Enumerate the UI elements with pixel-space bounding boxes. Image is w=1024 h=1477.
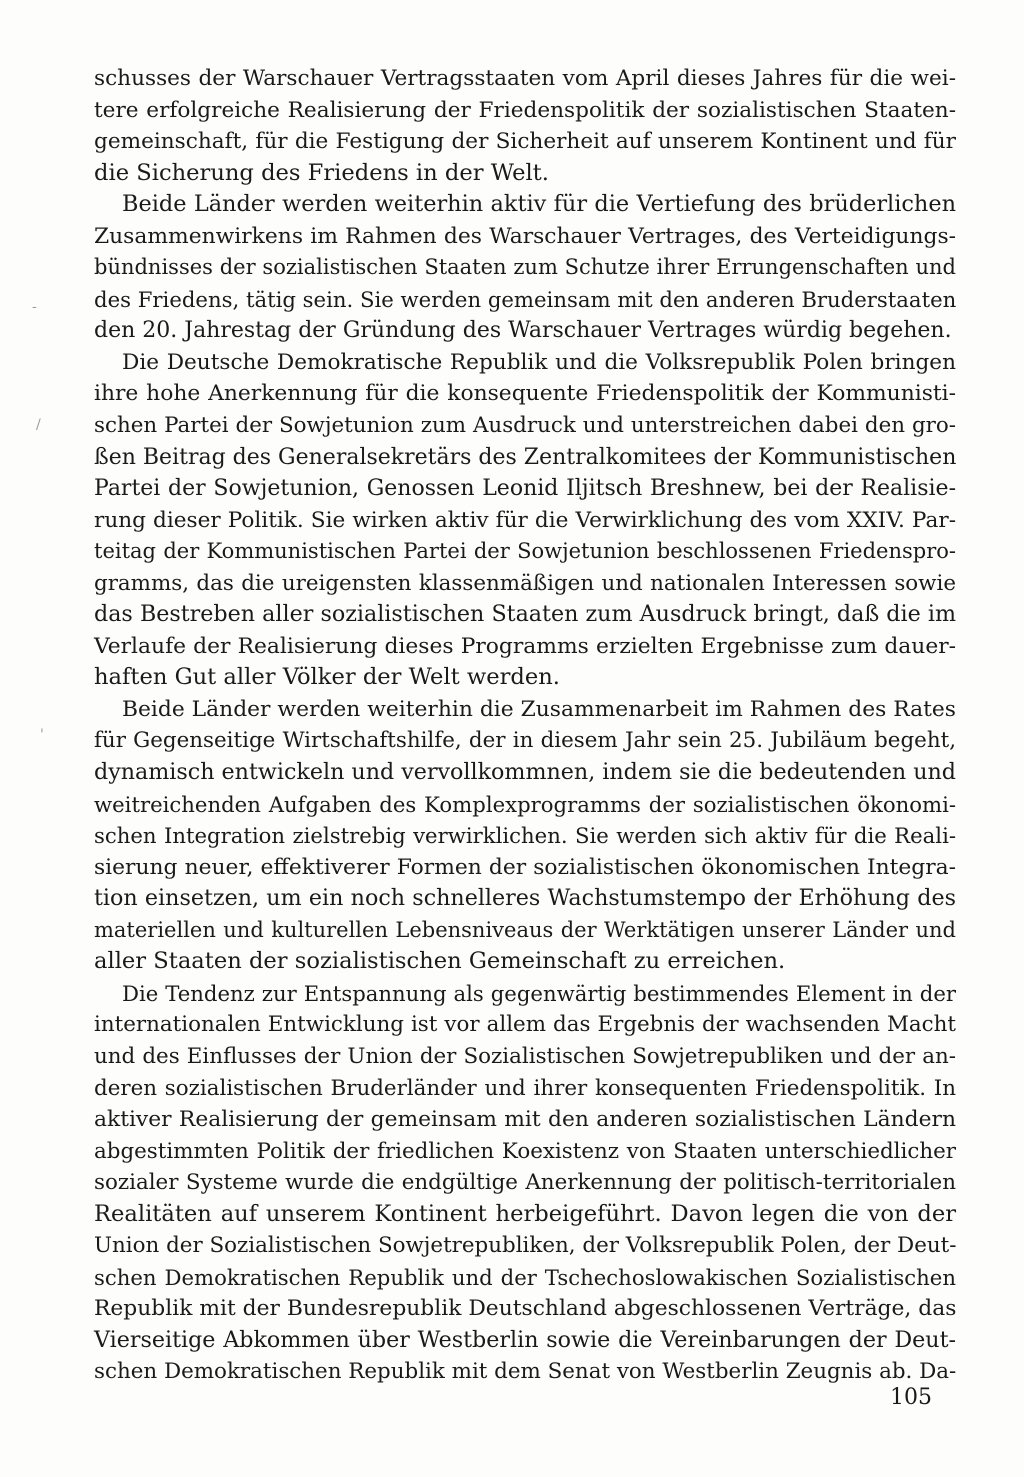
text-line: materiellen und kulturellen Lebensniveaus der Werktätigen unserer Länder und	[94, 917, 956, 942]
text-line: das Bestreben aller sozialistischen Staaten zum Ausdruck bringt, daß die im	[94, 601, 956, 628]
text-line: schusses der Warschauer Vertragsstaaten vom April dieses Jahres für die wei-	[94, 66, 956, 91]
text-line: ihre hohe Anerkennung für die konsequente Friedenspolitik der Kommunisti-	[94, 381, 956, 407]
margin-scan-mark: /	[36, 417, 41, 433]
text-line: Die Deutsche Demokratische Republik und die Volksrepublik Polen bringen	[122, 349, 956, 375]
text-line: tere erfolgreiche Realisierung der Friedenspolitik der sozialistischen Staaten-	[94, 97, 956, 123]
page-number: 105	[890, 1385, 932, 1410]
text-line: schen Demokratischen Republik mit dem Senat von Westberlin Zeugnis ab. Da-	[94, 1359, 957, 1385]
text-line: Republik mit der Bundesrepublik Deutschland abgeschlossenen Verträge, das	[94, 1296, 957, 1322]
text-line: Beide Länder werden weiterhin die Zusammenarbeit im Rahmen des Rates	[122, 696, 956, 722]
text-line: tion einsetzen, um ein noch schnelleres Wachstumstempo der Erhöhung des	[94, 885, 956, 912]
text-line: schen Partei der Sowjetunion zum Ausdruck und unterstreichen dabei den gro-	[94, 413, 956, 439]
text-line: und des Einflusses der Union der Sozialistischen Sowjetrepubliken und der an-	[94, 1043, 956, 1069]
text-line: Partei der Sowjetunion, Genossen Leonid Iljitsch Breshnew, bei der Realisie-	[94, 476, 956, 502]
text-line: teitag der Kommunistischen Partei der Sowjetunion beschlossenen Friedenspro-	[94, 539, 956, 564]
text-line: für Gegenseitige Wirtschaftshilfe, der in diesem Jahr sein 25. Jubiläum begeht,	[94, 728, 956, 754]
text-line: bündnisses der sozialistischen Staaten zum Schutze ihrer Errungenschaften und	[94, 255, 956, 280]
text-line: Verlaufe der Realisierung dieses Programms erzielten Ergebnisse zum dauer-	[94, 633, 956, 659]
text-line: gramms, das die ureigensten klassenmäßigen und nationalen Interessen sowie	[94, 570, 956, 596]
body-text	[94, 63, 956, 1388]
text-line: schen Integration zielstrebig verwirklichen. Sie werden sich aktiv für die Reali-	[94, 823, 956, 849]
text-line: aller Staaten der sozialistischen Gemeinschaft zu erreichen.	[94, 948, 786, 975]
text-line: deren sozialistischen Bruderländer und ihrer konsequenten Friedenspolitik. In	[94, 1075, 956, 1101]
text-line: Realitäten auf unserem Kontinent herbeigeführt. Davon legen die von der	[94, 1200, 956, 1227]
text-line: internationalen Entwicklung ist vor allem das Ergebnis der wachsenden Macht	[94, 1012, 956, 1038]
text-line: Beide Länder werden weiterhin aktiv für die Vertiefung des brüderlichen	[122, 191, 956, 218]
margin-scan-mark: '	[40, 727, 44, 743]
text-line: sozialer Systeme wurde die endgültige Anerkennung der politisch-territorialen	[94, 1170, 956, 1196]
text-line: sierung neuer, effektiverer Formen der sozialistischen ökonomischen Integra-	[94, 854, 956, 880]
text-line: Union der Sozialistischen Sowjetrepubliken, der Volksrepublik Polen, der Deut-	[94, 1233, 957, 1259]
text-line: gemeinschaft, für die Festigung der Sicherheit auf unserem Kontinent und für	[94, 129, 956, 155]
text-line: schen Demokratischen Republik und der Tschechoslowakischen Sozialistischen	[94, 1264, 956, 1290]
text-line: aktiver Realisierung der gemeinsam mit den anderen sozialistischen Ländern	[94, 1107, 956, 1133]
text-line: dynamisch entwickeln und vervollkommnen, indem sie die bedeutenden und	[94, 759, 957, 786]
text-line: Die Tendenz zur Entspannung als gegenwärtig bestimmendes Element in der	[122, 980, 956, 1006]
text-line: den 20. Jahrestag der Gründung des Warschauer Vertrages würdig begehen.	[94, 318, 952, 344]
text-line: Zusammenwirkens im Rahmen des Warschauer Vertrages, des Verteidigungs-	[94, 223, 956, 249]
text-line: haften Gut aller Völker der Welt werden.	[94, 664, 560, 691]
text-line: des Friedens, tätig sein. Sie werden gemeinsam mit den anderen Bruderstaaten	[94, 286, 957, 312]
text-line: Vierseitige Abkommen über Westberlin sowie die Vereinbarungen der Deut-	[94, 1326, 956, 1353]
margin-scan-mark: -	[32, 299, 37, 315]
text-line: die Sicherung des Friedens in der Welt.	[94, 159, 549, 186]
text-line: abgestimmten Politik der friedlichen Koexistenz von Staaten unterschiedlicher	[94, 1138, 956, 1164]
text-line: ßen Beitrag des Generalsekretärs des Zentralkomitees der Kommunistischen	[94, 444, 957, 470]
text-line: rung dieser Politik. Sie wirken aktiv für die Verwirklichung des vom XXIV. Par-	[94, 507, 956, 533]
text-line: weitreichenden Aufgaben des Komplexprogramms der sozialistischen ökonomi-	[94, 791, 956, 817]
